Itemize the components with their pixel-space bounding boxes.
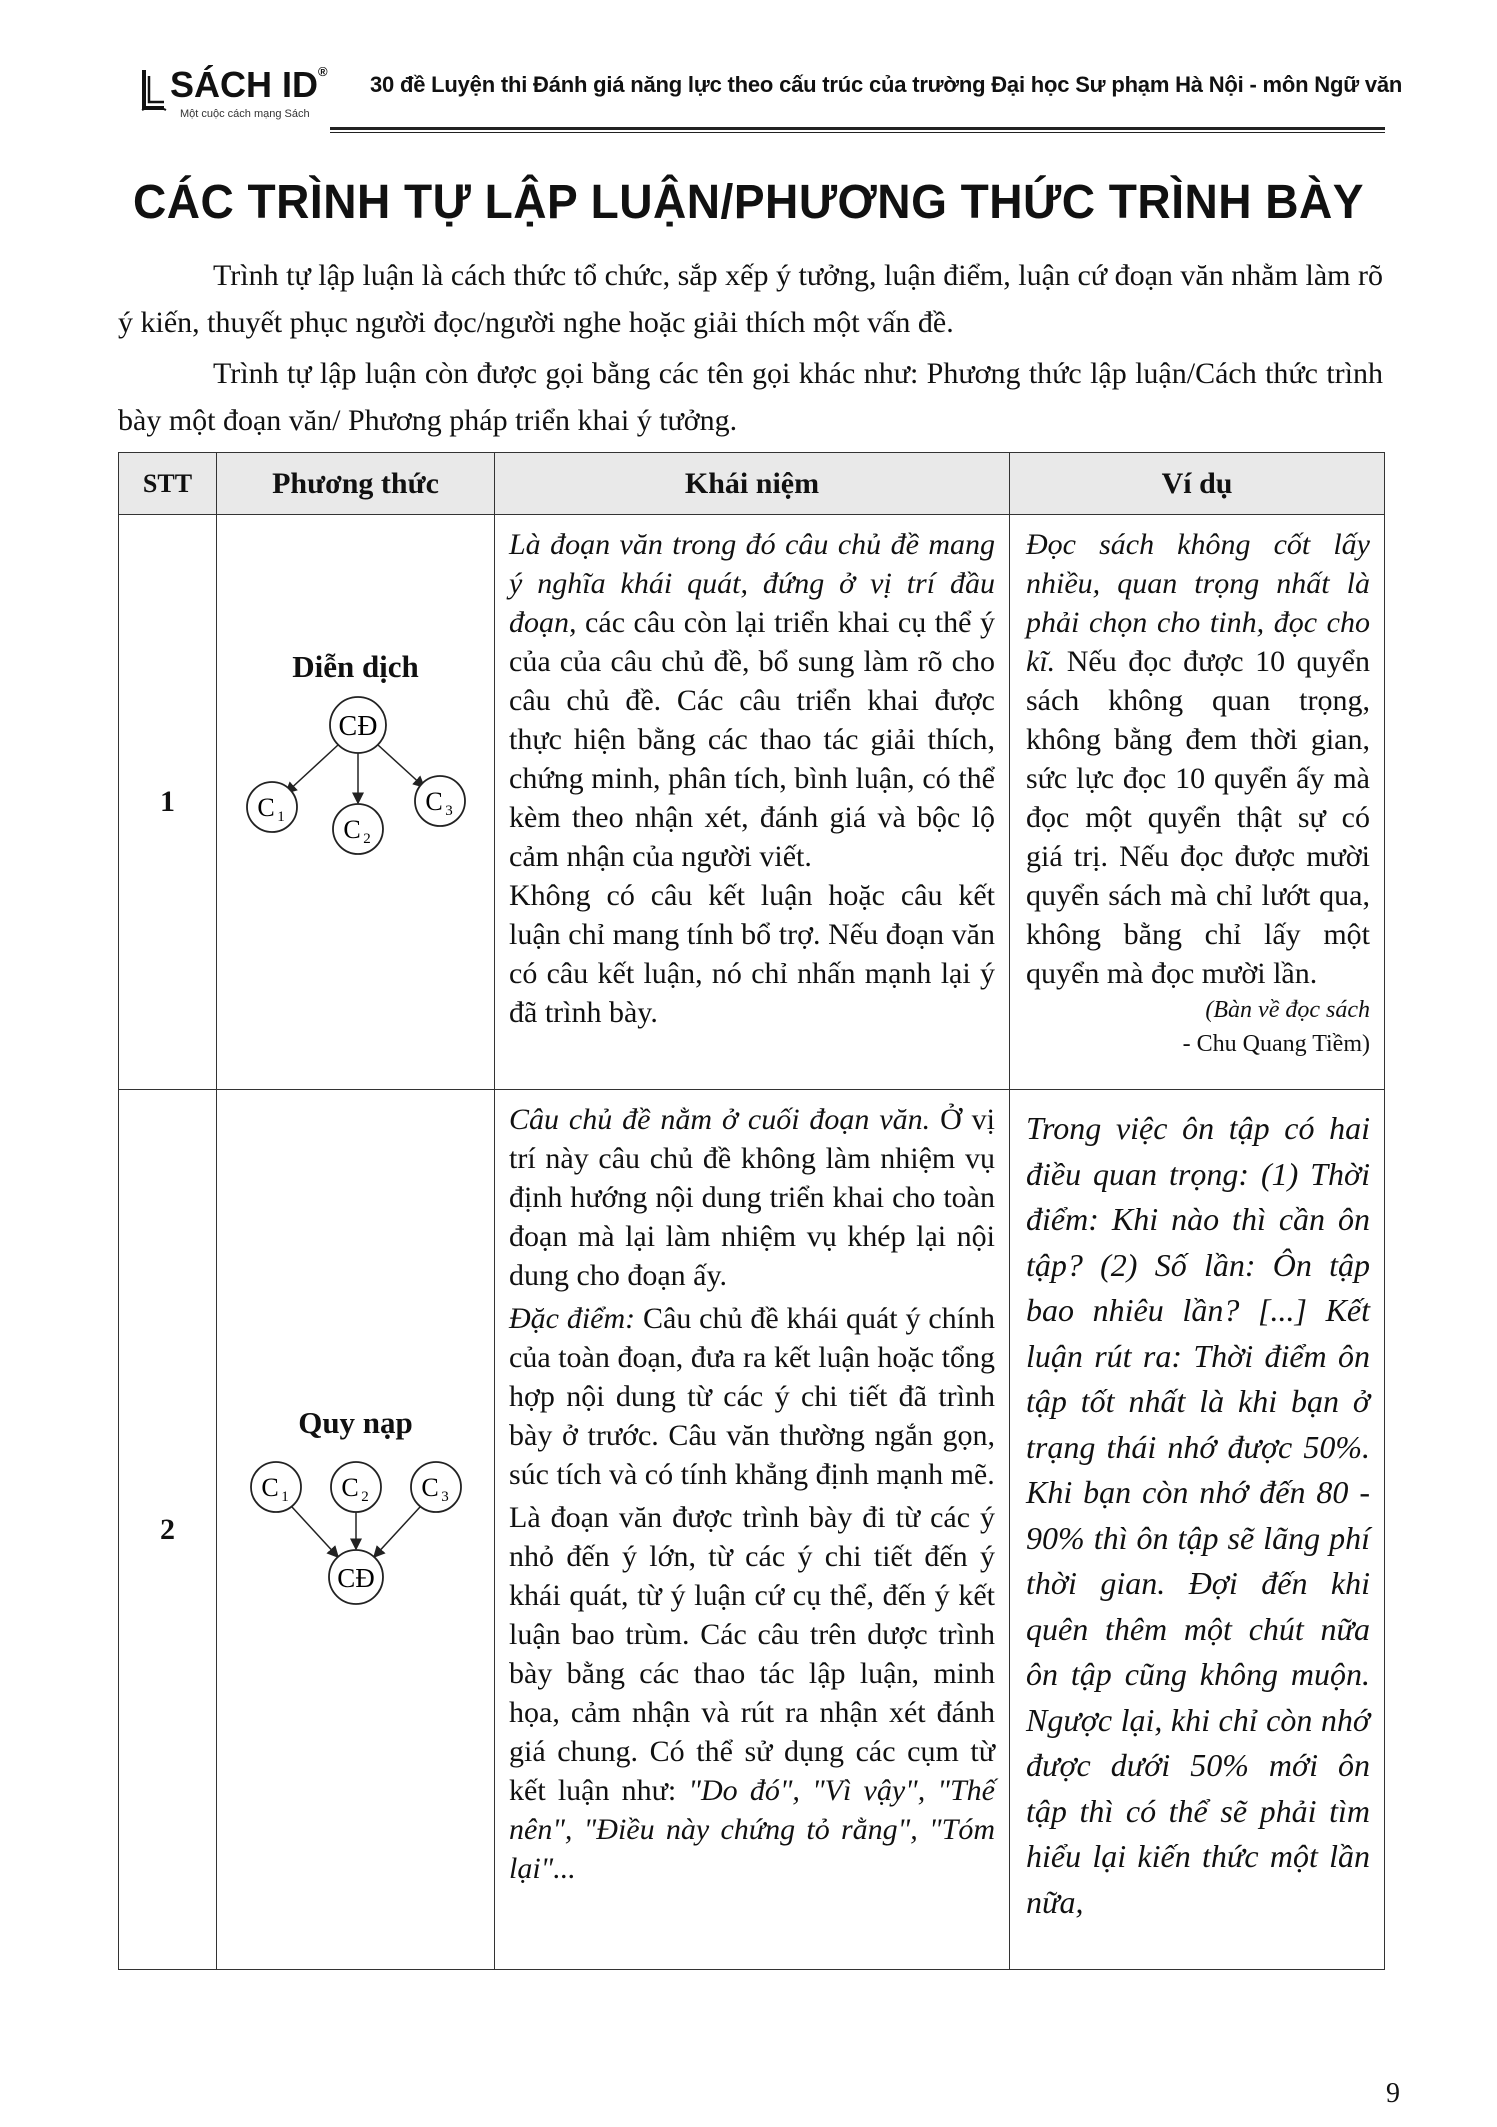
subscript-1: 1 [276,809,285,825]
header-example: Ví dụ [1010,453,1385,515]
method-cell [217,515,495,1090]
row-number: 2 [119,1090,217,1970]
arrow [286,745,338,793]
method-name: Diễn dịch [292,649,419,684]
deductive-diagram [236,685,476,855]
connector-phrases: "Do đó", "Vì vậy", "Thế nên", "Điều này chứng tỏ rằng", "Tóm lại"... [509,1774,995,1885]
intro-paragraph-1: Trình tự lập luận là cách thức tổ chức, sắp xếp ý tưởng, luận điểm, luận cứ đoạn văn nhằm làm rõ ý kiến, thuyết phục người đọc/người nghe hoặc giải thích một vấn đề. [118,259,1383,339]
book-title: 30 đề Luyện thi Đánh giá năng lực theo cấu trúc của trường Đại học Sư phạm Hà Nội - môn Ngữ văn [370,72,1403,97]
header-concept: Khái niệm [495,453,1010,515]
table-row [119,1090,1385,1970]
concept-italic-text: Câu chủ đề nằm ở cuối đoạn văn. [509,1103,931,1136]
concept-paragraph-3 [509,1498,995,1888]
row-number: 1 [119,515,217,1090]
feature-label: Đặc điểm: [509,1302,636,1335]
page-title: CÁC TRÌNH TỰ LẬP LUẬN/PHƯƠNG THỨC TRÌNH BÀY [132,176,1365,229]
concept-cell [495,1090,1010,1970]
source-title: (Bàn về đọc sách [1205,997,1370,1023]
topic-label: CĐ [338,711,377,742]
arrow [292,1507,338,1557]
sub-label-2: C [342,815,361,844]
book-logo-icon [140,64,168,114]
publisher-logo [140,58,350,128]
example-italic-text: Đọc sách không cốt lấy nhiều, quan trọng nhất là phải chọn cho tinh, đọc cho kĩ. [1026,528,1370,678]
concept-paragraph-1 [509,1100,995,1295]
example-source [1026,993,1370,1061]
subscript-1: 1 [280,1489,289,1505]
subscript-3: 3 [440,1489,449,1505]
methods-table [118,452,1385,1970]
concept-paragraph-2: Không có câu kết luận hoặc câu kết luận chỉ mang tính bổ trợ. Nếu đoạn văn có câu kết luận, nó chỉ nhấn mạnh lại ý đã trình bày. [509,879,995,1029]
concept-paragraph [509,525,995,876]
logo-tagline: Một cuộc cách mạng Sách [180,108,310,120]
subscript-2: 2 [360,1489,369,1505]
header-stt: STT [119,453,217,515]
example-text: Nếu đọc được 10 quyển sách không quan trọng, không bằng đem thời gian, sức lực đọc 10 quyển ấy mà đọc một quyển thật sự có giá trị. Nếu đọc được mười quyển sách mà chỉ lướt qua, không bằng chỉ lấy một quyển mà đọc mười lần. [1026,645,1370,990]
method-cell [217,1090,495,1970]
subscript-3: 3 [444,803,453,819]
header-divider-thin [330,132,1385,133]
arrow [374,1507,420,1557]
sub-label-3: C [424,787,443,816]
feature-text: Câu chủ đề khái quát ý chính của toàn đoạn, đưa ra kết luận hoặc tổng hợp nội dung từ các ý chi tiết đã trình bày ở trước. Câu văn thường ngắn gọn, súc tích và có tính khẳng định mạnh mẽ. [509,1302,995,1491]
topic-label: CĐ [336,1563,375,1593]
table-header-row [119,453,1385,515]
concept-text: Ở vị trí này câu chủ đề không làm nhiệm vụ định hướng nội dung triển khai cho toàn đoạn mà lại làm nhiệm vụ khép lại nội dung cho đoạn ấy. [509,1103,995,1292]
arrow [378,745,424,787]
logo-wordmark: SÁCH ID® [170,64,328,105]
concept-text: các câu còn lại triển khai cụ thể ý của của câu chủ đề, bổ sung làm rõ cho câu chủ đề. Các câu triển khai được thực hiện bằng các thao tác giải thích, chứng minh, phân tích, bình luận, có thể kèm theo nhận xét, đánh giá và bộc lộ cảm nhận của người viết. [509,606,995,873]
sub-label-2: C [340,1473,359,1502]
subscript-2: 2 [362,831,371,847]
example-paragraph: Trong việc ôn tập có hai điều quan trọng: (1) Thời điểm: Khi nào thì cần ôn tập? (2) Số lần: Ôn tập bao nhiêu lần? [...] Kết luận rút ra: Thời điểm ôn tập tốt nhất là khi bạn ở trạng thái nhớ được 50%. Khi bạn còn nhớ đến 80 - 90% thì ôn tập sẽ lãng phí thời gian. Đợi đến khi quên thêm một chút nữa ôn tập cũng không muộn. Ngược lại, khi chỉ còn nhớ được dưới 50% mới ôn tập thì có thể sẽ phải tìm hiểu lại kiến thức một lần nữa, [1026,1110,1370,1920]
example-cell [1010,1090,1385,1970]
concept-cell [495,515,1010,1090]
intro-paragraph-2: Trình tự lập luận còn được gọi bằng các tên gọi khác như: Phương thức lập luận/Cách thức trình bày một đoạn văn/ Phương pháp triển khai ý tưởng. [118,357,1383,437]
concept-italic-text: Là đoạn văn trong đó câu chủ đề mang ý nghĩa khái quát, đứng ở vị trí đầu đoạn, [509,528,995,639]
sub-label-1: C [260,1473,279,1502]
example-paragraph [1026,525,1370,993]
concept-text-3: Là đoạn văn được trình bày đi từ các ý nhỏ đến ý lớn, từ các ý chi tiết đến ý khái quát, từ ý luận cứ cụ thể, đến ý kết luận bao trùm. Các câu trên dược trình bày bằng các thao tác lập luận, minh họa, cảm nhận và rút ra nhận xét đánh giá chung. Có thể sử dụng các cụm từ kết luận như: [509,1501,995,1807]
method-name: Quy nạp [298,1405,413,1440]
header-method: Phương thức [217,453,495,515]
concept-paragraph-2 [509,1299,995,1494]
header-divider [330,127,1385,130]
example-cell [1010,515,1385,1090]
sub-label-1: C [256,793,275,822]
sub-label-3: C [420,1473,439,1502]
inductive-diagram [236,1449,476,1614]
source-author: - Chu Quang Tiềm) [1182,1031,1370,1057]
page-number: 9 [1386,2078,1400,2109]
table-row [119,515,1385,1090]
